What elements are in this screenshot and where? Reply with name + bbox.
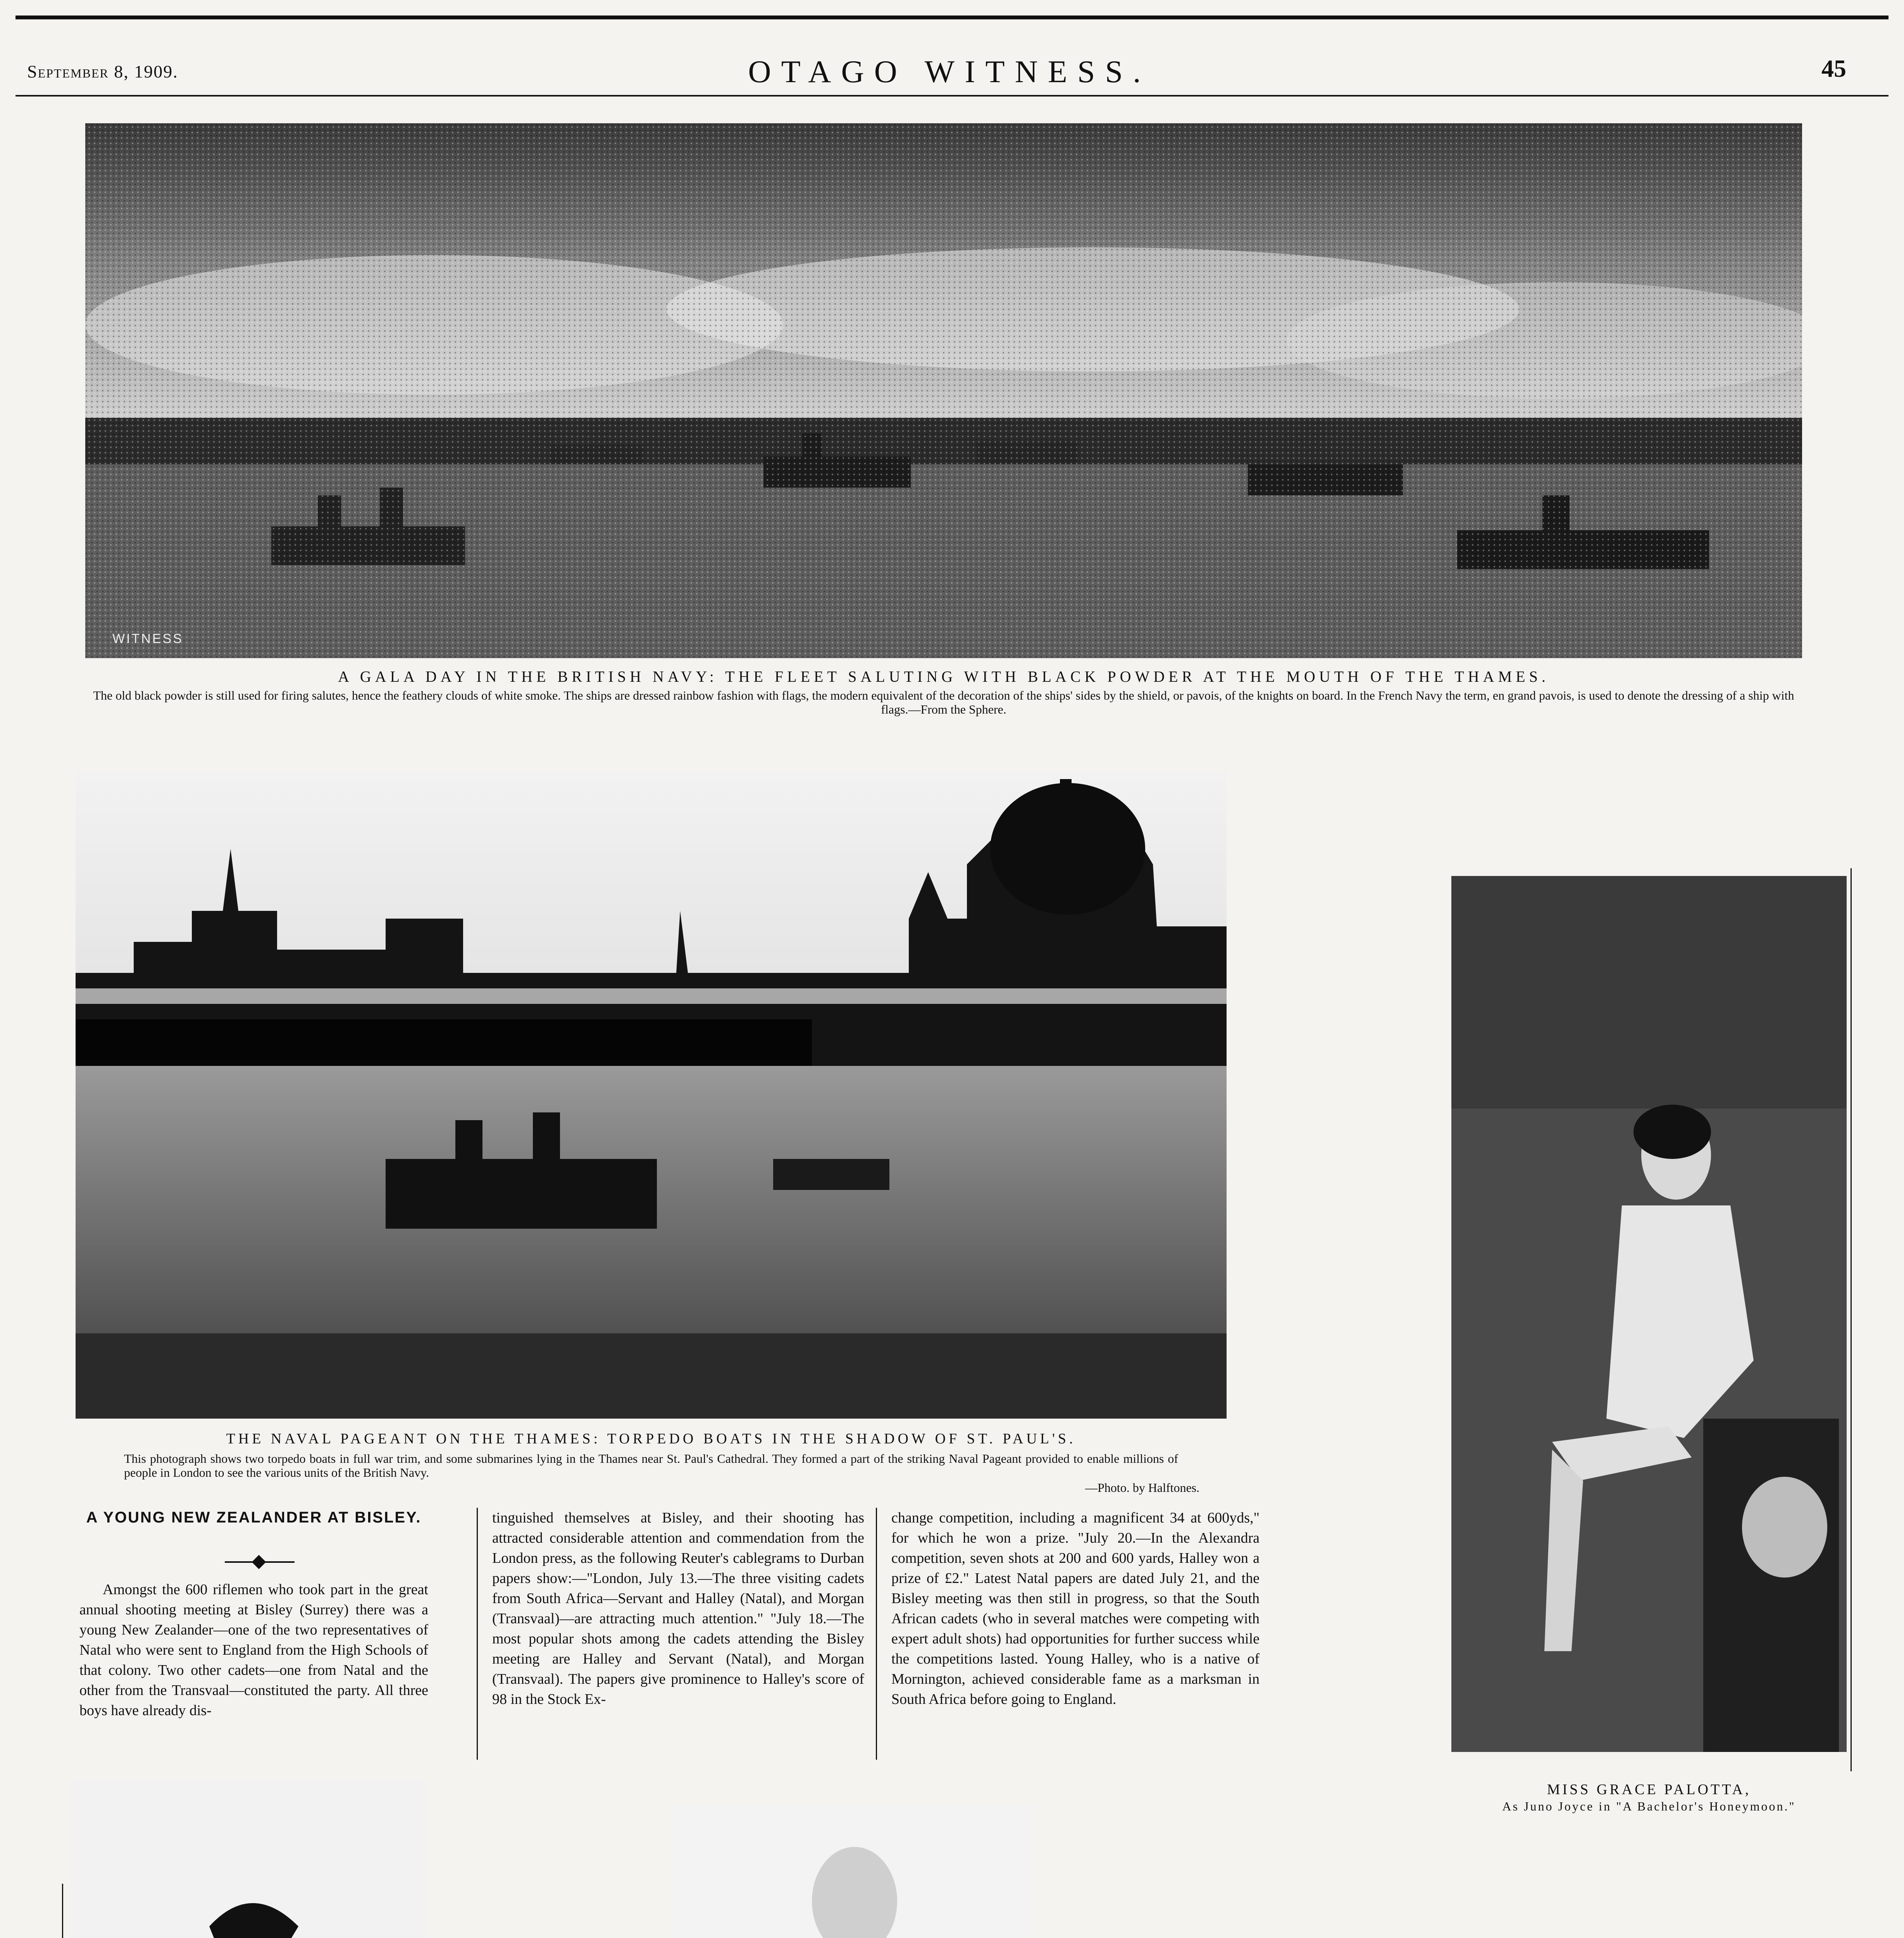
fleet-photo-caption: The old black powder is still used for firing salutes, hence the feathery clouds of white smoke. The ships are dressed rainbow fashion with flags, the modern equivalent of the decoration of the ships' sides by the shield, or pavois, of the knights on board. In the French Navy the term, en grand pavois, is used to denote the dressing of a ship with flags.—From the Sphere.	[93, 688, 1794, 716]
issue-date: September 8, 1909.	[27, 62, 178, 81]
article-column-2	[492, 1508, 864, 1779]
ward-photo	[672, 1804, 1033, 1938]
palotta-photo	[1451, 876, 1847, 1752]
portrait-frame-right-rule	[1851, 868, 1852, 1771]
left-margin-rule	[62, 1884, 63, 1938]
page-number: 45	[1821, 55, 1846, 82]
palotta-role: As Juno Joyce in "A Bachelor's Honeymoon."	[1502, 1799, 1796, 1813]
masthead-rule	[16, 95, 1888, 97]
column-rule-2	[876, 1508, 877, 1760]
ghiloni-photo	[70, 1779, 426, 1938]
masthead-title: OTAGO WITNESS.	[748, 54, 1151, 89]
palotta-name: MISS GRACE PALOTTA,	[1547, 1781, 1751, 1798]
top-rule	[16, 16, 1888, 19]
thames-photo-credit: —Photo. by Halftones.	[1085, 1481, 1200, 1495]
column-rule-1	[477, 1508, 478, 1760]
headline-ornament	[252, 1555, 266, 1569]
fleet-photo	[85, 123, 1802, 658]
article-column-2-text: tinguished themselves at Bisley, and their shooting has attracted considerable attention and commendation from the London press, as the following Reuter's cablegrams to Durban papers show:—"London, July 13.—The three visiting cadets from South Africa—Servant and Halley (Natal), and Morgan (Transvaal)—are attracting much attention." "July 18.—The most popular shots among the cadets attending the Bisley meeting are Halley and Servant (Natal), and Morgan (Transvaal). The papers give prominence to Halley's score of 98 in the Stock Ex-	[492, 1510, 864, 1707]
article-column-3-text: change competition, including a magnificent 34 at 600yds," for which he won a prize. "July 20.—In the Alexandra competition, seven shots at 200 and 600 yards, Halley won a prize of £2." Latest Natal papers are dated July 21, and the Bisley meeting was then still in progress, so that the South African cadets (who in several matches were competing with expert adult shots) had opportunities for further success while the competitions lasted. Young Halley, who is a native of Mornington, achieved considerable fame as a marksman in South Africa before going to England.	[891, 1510, 1260, 1707]
thames-photo-title: THE NAVAL PAGEANT ON THE THAMES: TORPEDO BOATS IN THE SHADOW OF ST. PAUL'S.	[226, 1431, 1076, 1447]
article-column-3	[891, 1508, 1260, 1779]
thames-photo-caption: This photograph shows two torpedo boats in full war trim, and some submarines lying in the Thames near St. Paul's Cathedral. They formed a part of the striking Naval Pageant provided to enable millions of people in London to see the various units of the British Navy.	[124, 1452, 1178, 1479]
fleet-photo-title: A GALA DAY IN THE BRITISH NAVY: THE FLEET SALUTING WITH BLACK POWDER AT THE MOUTH OF THE THAMES.	[338, 668, 1549, 685]
article-headline: A YOUNG NEW ZEALANDER AT BISLEY.	[86, 1509, 422, 1526]
thames-photo	[76, 771, 1227, 1419]
article-column-1-text: Amongst the 600 riflemen who took part in the great annual shooting meeting at Bisley (Surrey) there was a young New Zealander—one of the two representatives of Natal who were sent to England from the High Schools of that colony. Two other cadets—one from Natal and the other from the Transvaal—constituted the party. All three boys have already dis-	[79, 1581, 428, 1719]
photo-watermark: WITNESS	[112, 631, 183, 646]
article-column-1	[79, 1579, 428, 1762]
